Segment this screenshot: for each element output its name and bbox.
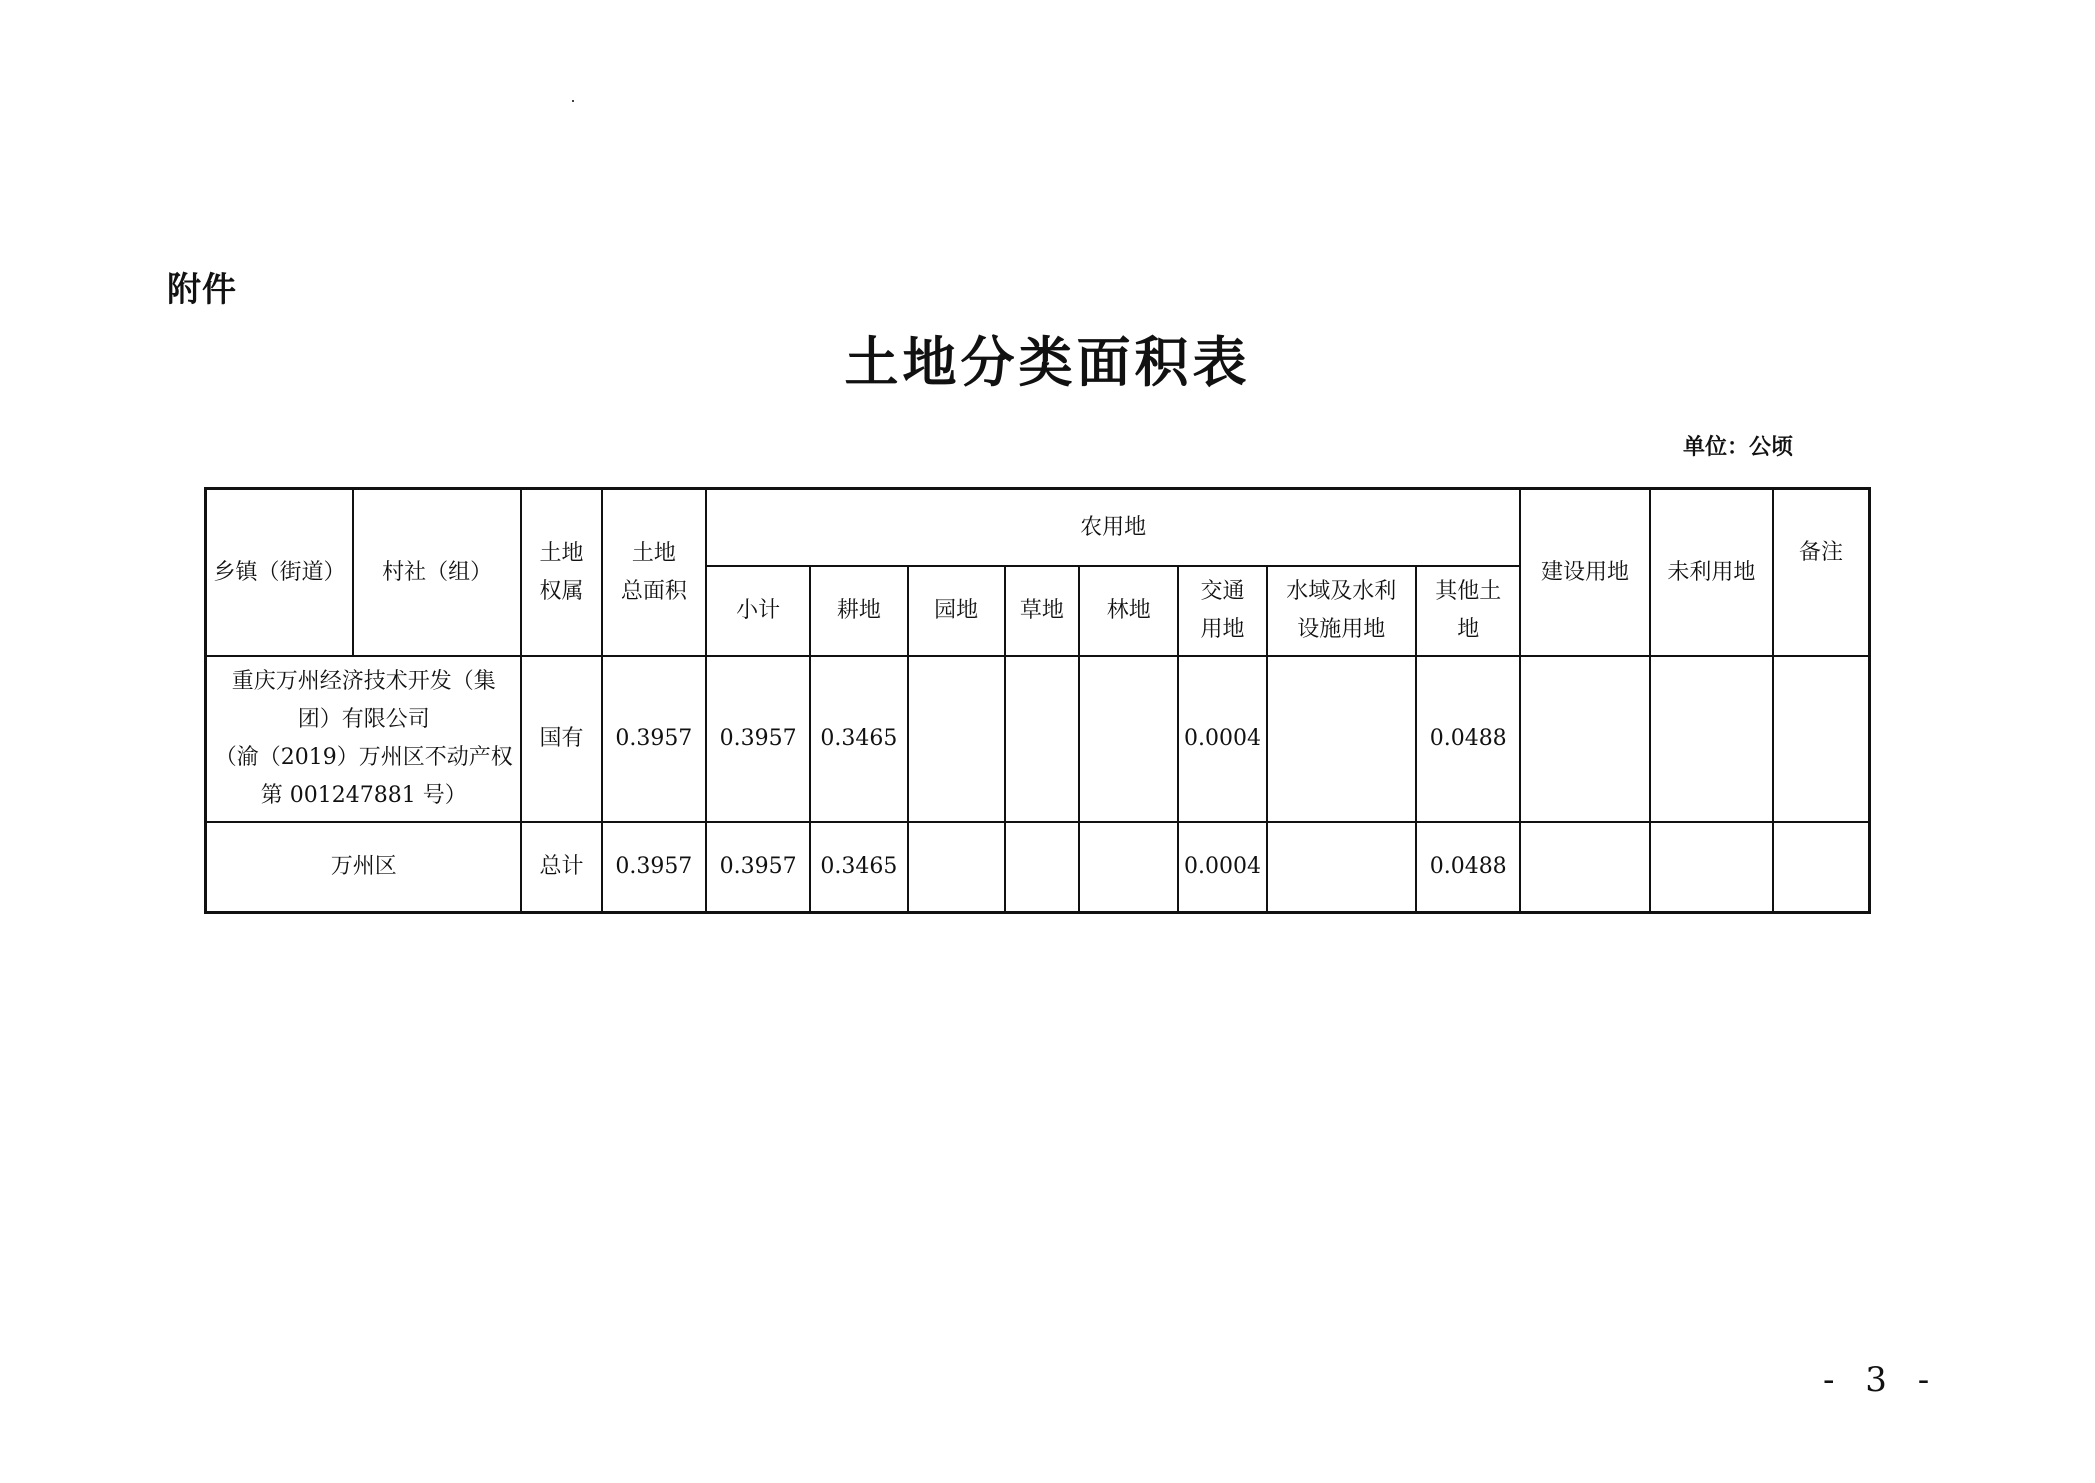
row-subtotal: 0.3957 — [706, 822, 810, 913]
header-ownership: 土地 权属 — [521, 489, 601, 657]
row-water — [1267, 822, 1416, 913]
header-construction: 建设用地 — [1520, 489, 1649, 657]
row-forest — [1079, 822, 1178, 913]
table-row — [206, 656, 1870, 822]
row-grassland — [1005, 822, 1079, 913]
row-forest — [1079, 656, 1178, 822]
row-transport: 0.0004 — [1178, 822, 1266, 913]
scan-speck — [572, 100, 574, 102]
header-subtotal: 小计 — [706, 566, 810, 656]
header-forest: 林地 — [1079, 566, 1178, 656]
header-garden: 园地 — [908, 566, 1005, 656]
row-grassland — [1005, 656, 1079, 822]
row-name: 万州区 — [206, 822, 522, 913]
header-water: 水域及水利 设施用地 — [1267, 566, 1416, 656]
header-township: 乡镇（街道） — [206, 489, 353, 657]
row-unused — [1650, 822, 1773, 913]
row-garden — [908, 822, 1005, 913]
header-farmland-group: 农用地 — [706, 489, 1520, 567]
table-row-total — [206, 822, 1870, 913]
header-village: 村社（组） — [353, 489, 522, 657]
row-cultivated: 0.3465 — [810, 822, 907, 913]
header-cultivated: 耕地 — [810, 566, 907, 656]
document-title: 土地分类面积表 — [844, 330, 1251, 394]
row-transport: 0.0004 — [1178, 656, 1266, 822]
row-remarks — [1773, 822, 1869, 913]
row-ownership: 总计 — [521, 822, 601, 913]
row-unused — [1650, 656, 1773, 822]
row-remarks — [1773, 656, 1869, 822]
row-total-area: 0.3957 — [602, 822, 706, 913]
row-construction — [1520, 822, 1649, 913]
row-cultivated: 0.3465 — [810, 656, 907, 822]
header-remarks: 备注 — [1773, 489, 1869, 657]
header-unused: 未利用地 — [1650, 489, 1773, 657]
row-total-area: 0.3957 — [602, 656, 706, 822]
row-water — [1267, 656, 1416, 822]
header-total-area: 土地 总面积 — [602, 489, 706, 657]
header-other: 其他土 地 — [1416, 566, 1520, 656]
attachment-label: 附件 — [167, 270, 237, 310]
row-construction — [1520, 656, 1649, 822]
header-grassland: 草地 — [1005, 566, 1079, 656]
row-name: 重庆万州经济技术开发（集 团）有限公司 （渝（2019）万州区不动产权 第 001247881 号） — [206, 656, 522, 822]
row-ownership: 国有 — [521, 656, 601, 822]
unit-label: 单位：公顷 — [1682, 434, 1793, 460]
header-row-1 — [206, 489, 1870, 567]
row-other: 0.0488 — [1416, 822, 1520, 913]
land-classification-table — [204, 487, 1871, 914]
row-other: 0.0488 — [1416, 656, 1520, 822]
header-transport: 交通 用地 — [1178, 566, 1266, 656]
row-garden — [908, 656, 1005, 822]
page-number: - 3 - — [1823, 1360, 1940, 1400]
row-subtotal: 0.3957 — [706, 656, 810, 822]
